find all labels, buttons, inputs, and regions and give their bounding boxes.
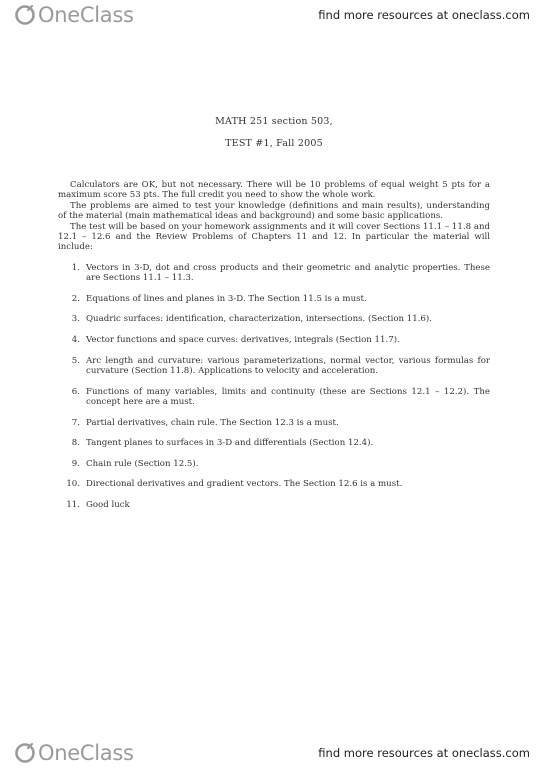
- paragraph-coverage: The test will be based on your homework assignments and it will cover Sections 11.1 – 11.8 and 12.1 – 12.6 and the Review Problems of Chapters 11 and 12. In particular the material will include:: [58, 221, 490, 253]
- item-text: Functions of many variables, limits and continuity (these are Sections 12.1 – 12.2). The concept here are a must.: [86, 386, 490, 408]
- oneclass-logo[interactable]: [14, 741, 134, 765]
- list-item: [58, 263, 490, 284]
- item-text: Equations of lines and planes in 3-D. The Section 11.5 is a must.: [86, 293, 367, 304]
- item-number: 1.: [71, 262, 80, 273]
- paragraph-calculators: Calculators are OK, but not necessary. There will be 10 problems of equal weight 5 pts for a maximum score 53 pts. The full credit you need to show the whole work.: [58, 180, 490, 201]
- logo-text: OneClass: [38, 741, 134, 765]
- item-text: Vectors in 3-D, dot and cross products and their geometric and analytic properties. These are Sections 11.1 – 11.3.: [86, 262, 490, 284]
- list-item: [58, 438, 490, 448]
- test-document: [58, 112, 490, 521]
- item-number: 4.: [71, 335, 80, 346]
- item-number: 8.: [71, 438, 80, 449]
- list-item: [58, 459, 490, 469]
- item-text: Arc length and curvature: various parameterizations, normal vector, various formulas for curvature (Section 11.8). Applications to velocity and acceleration.: [86, 355, 490, 377]
- paragraph-problems: The problems are aimed to test your knowledge (definitions and main results), understanding of the material (main mathematical ideas and background) and some basic applications.: [58, 200, 490, 222]
- item-number: 7.: [71, 417, 80, 428]
- item-number: 9.: [71, 458, 80, 469]
- resources-link[interactable]: find more resources at oneclass.com: [318, 8, 530, 22]
- footer-bar: [0, 738, 544, 768]
- oneclass-logo-icon: [14, 742, 36, 764]
- item-number: 5.: [71, 355, 80, 366]
- topics-list: [58, 263, 490, 511]
- list-item: [58, 356, 490, 377]
- list-item: [58, 335, 490, 345]
- item-number: 3.: [71, 314, 80, 325]
- list-item: [58, 314, 490, 324]
- item-text: Good luck: [86, 500, 130, 510]
- oneclass-logo[interactable]: [14, 3, 134, 27]
- oneclass-logo-icon: [14, 4, 36, 26]
- test-title: TEST #1, Fall 2005: [225, 138, 323, 149]
- item-text: Tangent planes to surfaces in 3-D and differentials (Section 12.4).: [86, 438, 374, 449]
- item-number: 2.: [71, 293, 80, 304]
- item-text: Vector functions and space curves: derivatives, integrals (Section 11.7).: [86, 335, 400, 346]
- list-item: [58, 294, 490, 304]
- item-number: 10.: [66, 479, 80, 490]
- resources-link[interactable]: find more resources at oneclass.com: [318, 746, 530, 760]
- item-text: Partial derivatives, chain rule. The Section 12.3 is a must.: [86, 417, 339, 428]
- item-text: Directional derivatives and gradient vectors. The Section 12.6 is a must.: [86, 479, 403, 490]
- item-number: 11.: [66, 500, 80, 510]
- header-bar: [0, 0, 544, 30]
- item-text: Quadric surfaces: identification, characterization, intersections. (Section 11.6).: [86, 314, 432, 325]
- course-title: MATH 251 section 503,: [215, 116, 333, 127]
- logo-text: OneClass: [38, 3, 134, 27]
- list-item: [58, 479, 490, 489]
- list-item: [58, 500, 490, 510]
- list-item: [58, 418, 490, 428]
- item-text: Chain rule (Section 12.5).: [86, 458, 199, 469]
- item-number: 6.: [71, 386, 80, 397]
- list-item: [58, 387, 490, 408]
